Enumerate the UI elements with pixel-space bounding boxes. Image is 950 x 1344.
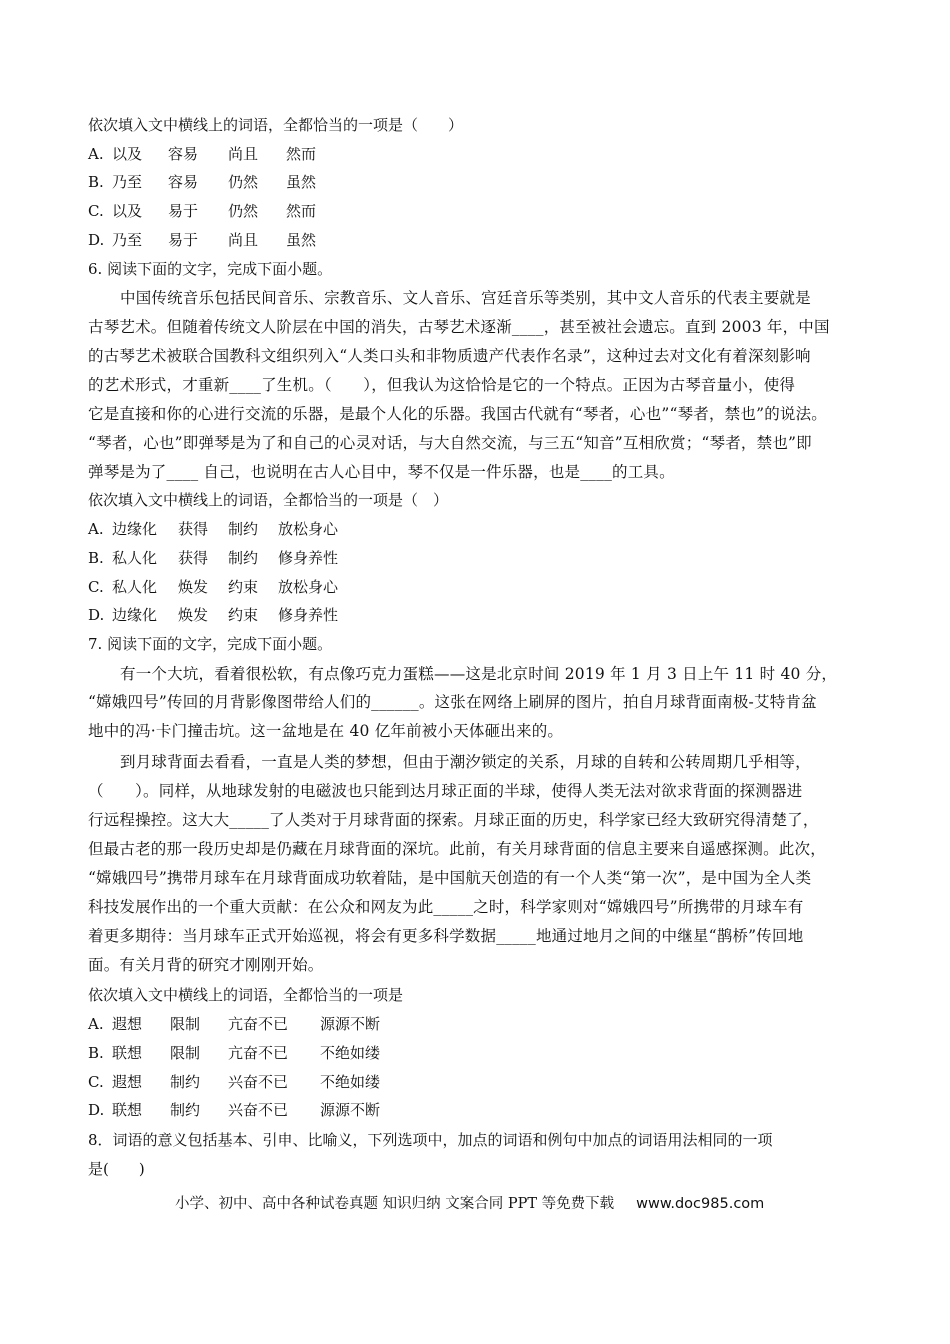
- q7-title: 7. 阅读下面的文字，完成下面小题。: [88, 635, 333, 653]
- q7-passage-line: 地中的冯·卡门撞击坑。这一盆地是在 40 亿年前被小天体砸出来的。: [88, 722, 564, 740]
- q7-passage-line: 到月球背面去看看，一直是人类的梦想，但由于潮汐锁定的关系，月球的自转和公转周期几乎相等，: [120, 753, 811, 771]
- q7-passage-line: 但最古老的那一段历史却是仍藏在月球背面的深坑。此前，有关月球背面的信息主要来自遥感探测。此次，: [88, 840, 826, 858]
- q6-passage-line: 的古琴艺术被联合国教科文组织列入“人类口头和非物质遗产代表作名录”，这种过去对文化有着深刻影响: [88, 347, 811, 365]
- q5-option-d: D. 乃至 易于 尚且 虽然: [88, 231, 317, 249]
- q6-option-b: B. 私人化 获得 制约 修身养性: [88, 549, 339, 567]
- q6-passage-line: “琴者，心也”即弹琴是为了和自己的心灵对话，与大自然交流，与三五“知音”互相欣赏；“琴者，禁也”即: [88, 434, 812, 452]
- q8-stem: 8．词语的意义包括基本、引申、比喻义，下列选项中，加点的词语和例句中加点的词语用法相同的一项: [88, 1131, 773, 1149]
- footer: [175, 1192, 764, 1213]
- q5-option-b: B. 乃至 容易 仍然 虽然: [88, 173, 317, 191]
- q6-passage-line: 中国传统音乐包括民间音乐、宗教音乐、文人音乐、宫廷音乐等类别，其中文人音乐的代表主要就是: [120, 289, 811, 307]
- q7-stem: 依次填入文中横线上的词语，全都恰当的一项是: [88, 986, 404, 1004]
- q7-passage-line: “嫦娥四号”携带月球车在月球背面成功软着陆，是中国航天创造的有一个人类“第一次”，是中国为全人类: [88, 869, 812, 887]
- q7-passage-line: 着更多期待：当月球车正式开始巡视，将会有更多科学数据_____地通过地月之间的中继星“鹊桥”传回地: [88, 927, 804, 945]
- q8-stem-continued: 是( ): [88, 1160, 145, 1178]
- q5-option-a: A. 以及 容易 尚且 然而: [88, 145, 317, 163]
- q6-passage-line: 弹琴是为了____ 自己，也说明在古人心目中，琴不仅是一件乐器，也是____的工具。: [88, 463, 675, 481]
- q7-option-b: B. 联想 限制 亢奋不已 不绝如缕: [88, 1044, 381, 1062]
- q7-passage-line: 科技发展作出的一个重大贡献：在公众和网友为此_____之时，科学家则对“嫦娥四号”所携带的月球车有: [88, 898, 804, 916]
- q6-stem: 依次填入文中横线上的词语，全都恰当的一项是（ ）: [88, 491, 449, 509]
- q7-option-d: D. 联想 制约 兴奋不已 源源不断: [88, 1101, 381, 1119]
- q7-passage-line: 行远程操控。这大大_____了人类对于月球背面的探索。月球正面的历史，科学家已经大致研究得清楚了，: [88, 811, 819, 829]
- footer-text: 小学、初中、高中各种试卷真题 知识归纳 文案合同 PPT 等免费下载: [175, 1196, 615, 1212]
- q7-option-a: A. 遐想 限制 亢奋不已 源源不断: [88, 1015, 381, 1033]
- q7-passage-line: 有一个大坑，看着很松软，有点像巧克力蛋糕——这是北京时间 2019 年 1 月 3 日上午 11 时 40 分，: [120, 665, 838, 683]
- q7-passage-line: 面。有关月背的研究才刚刚开始。: [88, 956, 324, 974]
- q5-stem: 依次填入文中横线上的词语，全都恰当的一项是（ ）: [88, 116, 464, 134]
- q7-passage-line: “嫦娥四号”传回的月背影像图带给人们的______。这张在网络上刷屏的图片，拍自月球背面南极-艾特肯盆: [88, 693, 817, 711]
- q6-option-a: A. 边缘化 获得 制约 放松身心: [88, 520, 339, 538]
- q7-option-c: C. 遐想 制约 兴奋不已 不绝如缕: [88, 1073, 381, 1091]
- q6-option-d: D. 边缘化 焕发 约束 修身养性: [88, 606, 339, 624]
- q6-title: 6. 阅读下面的文字，完成下面小题。: [88, 260, 333, 278]
- q6-option-c: C. 私人化 焕发 约束 放松身心: [88, 578, 339, 596]
- q6-passage-line: 古琴艺术。但随着传统文人阶层在中国的消失，古琴艺术逐渐____，甚至被社会遗忘。直到 2003 年，中国: [88, 318, 830, 336]
- q6-passage-line: 的艺术形式，才重新____了生机。（ ），但我认为这恰恰是它的一个特点。正因为古琴音量小，使得: [88, 376, 796, 394]
- q5-option-c: C. 以及 易于 仍然 然而: [88, 202, 317, 220]
- q6-passage-line: 它是直接和你的心进行交流的乐器，是最个人化的乐器。我国古代就有“琴者，心也”“琴者，禁也”的说法。: [88, 405, 827, 423]
- footer-url: www.doc985.com: [636, 1196, 765, 1212]
- q7-passage-line: （ ）。同样，从地球发射的电磁波也只能到达月球正面的半球，使得人类无法对欲求背面的探测器进: [88, 782, 803, 800]
